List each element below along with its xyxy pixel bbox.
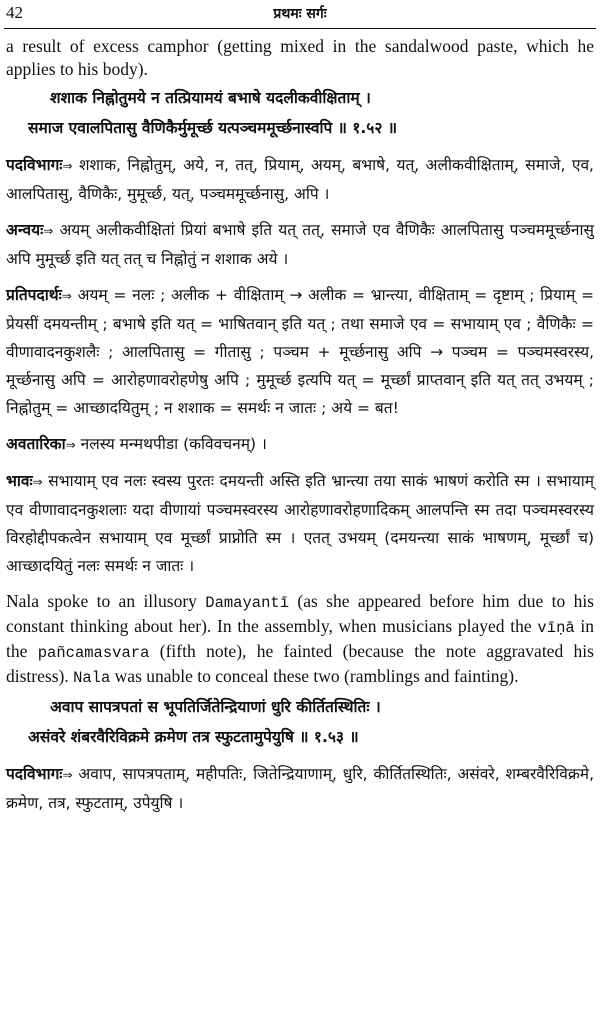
page-number: 42 [6, 3, 23, 22]
english-translation [6, 590, 594, 690]
arrow-icon: ⇒ [62, 768, 73, 782]
page-header [4, 0, 596, 29]
running-title: प्रथमः सर्गः [273, 6, 327, 22]
translation-text: (fifth note), he fainted (because the note aggravated his distress). [6, 641, 594, 686]
verse-line: शशाक निह्नोतुमये न तत्प्रियामयं बभाषे यदलीकवीक्षिताम् । [50, 89, 371, 107]
arrow-icon: ⇒ [43, 224, 54, 238]
arrow-icon: ⇒ [62, 159, 73, 173]
section-label: अवतारिका [6, 435, 66, 453]
arrow-icon: ⇒ [32, 475, 43, 489]
verse-1-53 [6, 692, 594, 752]
verse-line: अवाप सापत्रपतां स भूपतिर्जितेन्द्रियाणां धुरि कीर्तितस्थितिः । [50, 698, 381, 716]
name-term: pañcamasvara [37, 644, 150, 662]
section-text: सभायाम् एव नलः स्वस्य पुरतः दमयन्ती अस्ति इति भ्रान्त्या तया साकं भाषणं करोति स्म । सभायाम् एव वीणावादनकुशलाः यदा वीणायां पञ्चमस्वरस्य आरोहणावरोहणादिकम् आलपन्ति स्म तदा पञ्चमस्वरस्य विरहोद्दीपकत्वेन सभायाम् एव मूर्च्छां प्राप्नोति स्म । एतत् उभयम् (दमयन्त्या साकं भाषणम्, मूर्च्छां च) आच्छादयितुं नलः समर्थः न जातः । [6, 472, 594, 575]
section-label: प्रतिपदार्थः [6, 286, 62, 304]
section-text: नलस्य मन्मथपीडा (कविवचनम्) । [80, 435, 267, 453]
section-text: अयम् अलीकवीक्षितां प्रियां बभाषे इति यत् तत्, समाजे एव वैणिकैः आलपितासु पञ्चममूर्च्छनासु अपि मुमूर्च्छ इति यत् तत् च निह्नोतुं न शशाक अये । [6, 221, 594, 268]
name-term: vīṇā [537, 619, 575, 637]
verse-1-52 [6, 83, 594, 143]
section-text: शशाक, निह्नोतुम्, अये, न, तत्, प्रियाम्, अयम्, बभाषे, यत्, अलीकवीक्षिताम्, समाजे, एव, आलपितासु, वैणिकैः, मुमूर्च्छ, यत्, पञ्चममूर्च्छनासु, अपि । [6, 156, 594, 203]
padavibhaga-section [6, 760, 594, 817]
section-text: अयम् = नलः ; अलीक + वीक्षिताम् → अलीक = भ्रान्त्या, वीक्षिताम् = दृष्टाम् ; प्रियाम् = प्रेयसीं दमयन्तीम् ; बभाषे इति यत् = भाषितवान् इति यत् ; तथा समाजे एव = सभायाम् एव ; वैणिकैः = वीणावादनकुशलैः ; आलपितासु = गीतासु ; पञ्चम + मूर्च्छनासु अपि → पञ्चम = पञ्चमस्वरस्य, मूर्च्छनासु अपि = आरोहणावरोहणेषु अपि ; मुमूर्च्छ इत्यपि यत् = मूर्च्छां प्राप्तवान् इति यत् तत् उभयम् ; निह्नोतुम् = आच्छादयितुम् ; न शशाक = समर्थः न जातः ; अये = बत! [6, 286, 594, 417]
translation-text: was unable to conceal these two (ramblings and fainting). [110, 666, 519, 686]
continued-paragraph: a result of excess camphor (getting mixed in the sandalwood paste, which he applies to his body). [6, 36, 594, 79]
avatarika-section [6, 430, 594, 459]
section-label: भावः [6, 472, 33, 490]
section-label: पदविभागः [6, 156, 63, 174]
section-text: अवाप, सापत्रपताम्, महीपतिः, जितेन्द्रियाणाम्, धुरि, कीर्तितस्थितिः, असंवरे, शम्बरवैरिविक्रमे, क्रमेण, तत्र, स्फुटताम्, उपेयुषि । [6, 765, 594, 812]
arrow-icon: ⇒ [61, 289, 72, 303]
name-term: Nala [73, 669, 111, 687]
translation-text: Nala spoke to an illusory [6, 591, 206, 611]
bhava-section [6, 467, 594, 580]
arrow-icon: ⇒ [65, 438, 76, 452]
verse-line: असंवरे शंबरवैरिविक्रमे क्रमेण तत्र स्फुटतामुपेयुषि ॥ १.५३ ॥ [28, 728, 359, 746]
padavibhaga-section [6, 151, 594, 208]
translation-text: (as she appeared before him due to his constant thinking about her). In the assembly, when musicians played the [6, 591, 594, 636]
section-label: पदविभागः [6, 765, 63, 783]
section-label: अन्वयः [6, 221, 44, 239]
anvaya-section [6, 216, 594, 273]
translation-text: in the [6, 616, 594, 661]
name-term: Damayantī [205, 594, 289, 612]
pratipadartha-section [6, 281, 594, 422]
verse-line: समाज एवालपितासु वैणिकैर्मुमूर्च्छ यत्पञ्चममूर्च्छनास्वपि ॥ १.५२ ॥ [28, 119, 398, 137]
